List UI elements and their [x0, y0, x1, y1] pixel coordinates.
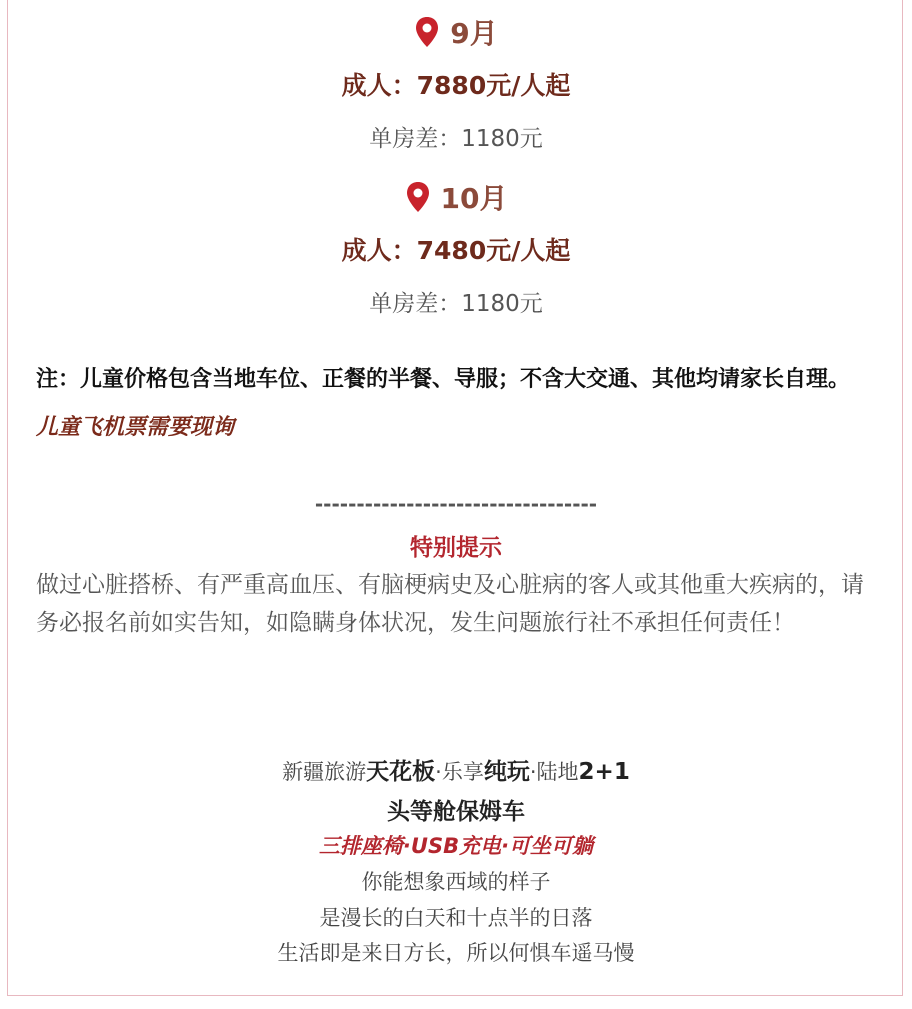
location-pin-icon: [405, 181, 431, 213]
adult-price: 成人：7480元/人起: [341, 236, 571, 265]
month-label: 9月: [450, 17, 498, 50]
promo-text: ·乐享: [435, 760, 484, 784]
promo-line-1: [0, 753, 912, 786]
promo-highlight: 纯玩: [483, 759, 530, 785]
promo-line-5: 是漫长的白天和十点半的日落: [319, 906, 593, 930]
dashed-divider: ----------------------------------: [314, 492, 598, 516]
promo-text: ·陆地: [529, 760, 579, 784]
single-room-supplement: 单房差：1180元: [369, 126, 543, 152]
child-price-note: [36, 356, 866, 452]
location-pin-icon: [414, 16, 440, 48]
promo-highlight: 天花板: [366, 759, 436, 785]
promo-text: 新疆旅游: [282, 760, 367, 784]
single-room-supplement: 单房差：1180元: [369, 291, 543, 317]
promo-line-3: 三排座椅·USB充电·可坐可躺: [318, 834, 594, 858]
promo-highlight: 2+1: [578, 759, 630, 785]
adult-price: 成人：7880元/人起: [341, 71, 571, 100]
month-header-sep: [0, 12, 912, 52]
month-header-oct: [0, 177, 912, 217]
promo-line-2: 头等舱保姆车: [387, 799, 525, 825]
note-emphasis: 儿童飞机票需要现询: [36, 415, 235, 440]
promo-line-6: 生活即是来日方长，所以何惧车遥马慢: [277, 941, 635, 965]
note-text: 注：儿童价格包含当地车位、正餐的半餐、导服；不含大交通、其他均请家长自理。: [36, 367, 851, 392]
special-tip-body: 做过心脏搭桥、有严重高血压、有脑梗病史及心脏病的客人或其他重大疾病的，请务必报名前如实告知，如隐瞒身体状况，发生问题旅行社不承担任何责任！: [36, 572, 864, 636]
promo-line-4: 你能想象西域的样子: [361, 870, 551, 894]
special-tip-title: 特别提示: [410, 535, 502, 561]
month-label: 10月: [440, 182, 508, 215]
